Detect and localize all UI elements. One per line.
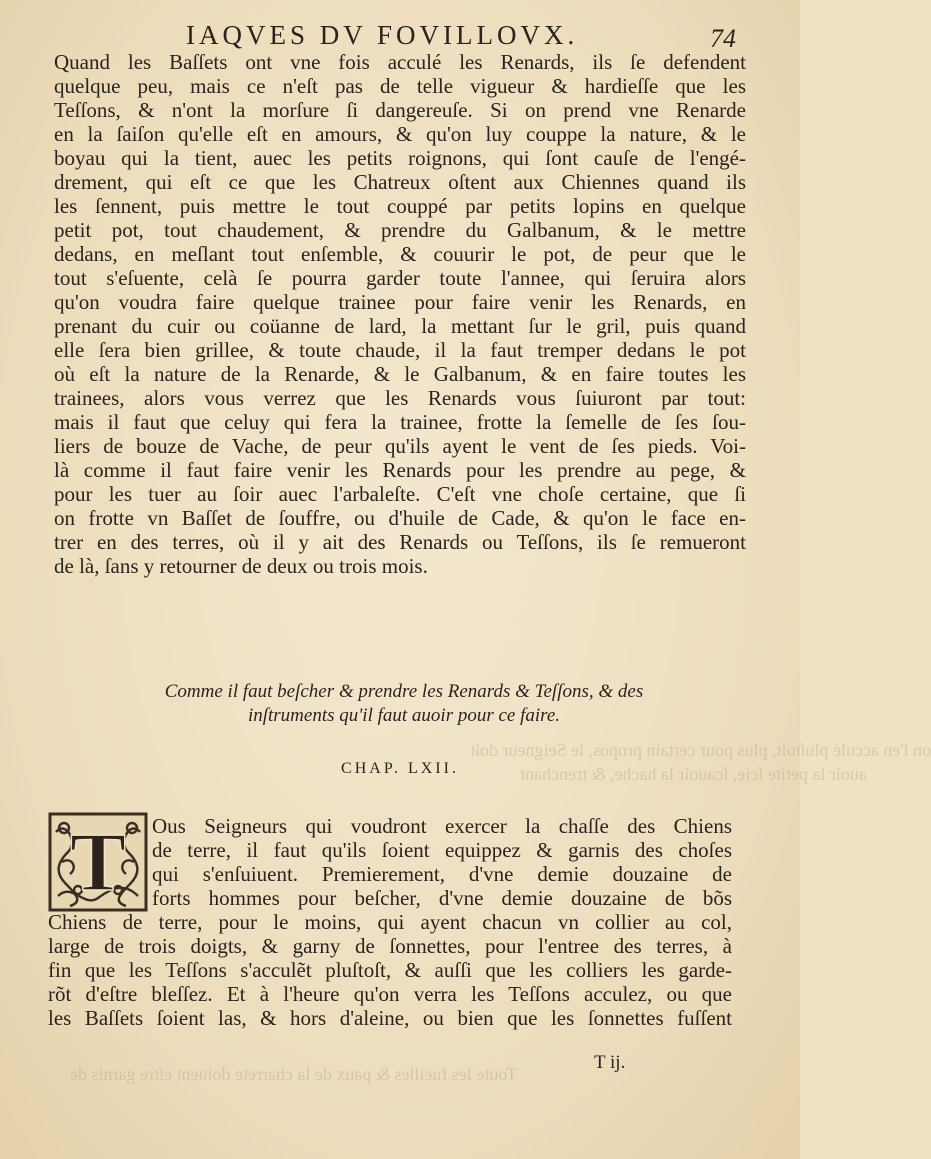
section-heading-line-1: Comme il faut beſcher & prendre les Renards & Teſſons, & des (164, 681, 644, 702)
chapter-number: CHAP. LXII. (341, 760, 459, 777)
text-line: Teſſons, & n'ont la morſure ſi dangereuſe. Si on prend vne Renarde (54, 98, 746, 122)
dropcap-letter: T (69, 816, 127, 909)
show-through-text-2: auoir la petite ſcie, ſcauoir la hache, & trenchant (520, 764, 867, 784)
text-line: en la ſaiſon qu'elle eſt en amours, & qu'on luy couppe la nature, & le (54, 122, 746, 146)
text-line: dedans, en meſlant tout enſemble, & couurir le pot, de peur que le (54, 242, 746, 266)
running-head (0, 20, 800, 54)
body-paragraph (54, 50, 746, 578)
text-line: de là, ſans y retourner de deux ou trois mois. (54, 554, 428, 578)
show-through-text: on l'en acculé pluſtoſt, plus pour certain propos, le Seigneur doit (470, 740, 931, 760)
chapter-paragraph (48, 814, 732, 1030)
text-line: les Baſſets ſoient las, & hors d'aleine, ou bien que les ſonnettes fuſſent (48, 1006, 732, 1030)
text-line: liers de bouze de Vache, de peur qu'ils ayent le vent de ſes pieds. Voi- (54, 434, 746, 458)
text-line: qu'on voudra faire quelque trainee pour faire venir les Renards, en (54, 290, 746, 314)
text-line: tout s'eſuente, celà ſe pourra garder toute l'annee, qui ſeruira alors (54, 266, 746, 290)
section-heading-line-2: inſtruments qu'il faut auoir pour ce faire. (247, 705, 561, 726)
show-through-text-3: Toute les fueilles & paux de la charrete doiuent eſtre garnis de (70, 1064, 518, 1084)
text-line: elle ſera bien grillee, & toute chaude, il la faut tremper dedans le pot (54, 338, 746, 362)
text-line: fin que les Teſſons s'acculẽt pluſtoſt, & auſſi que les colliers les garde- (48, 958, 732, 982)
text-line: où eſt la nature de la Renarde, & le Galbanum, & en faire toutes les (54, 362, 746, 386)
text-line: Chiens de terre, pour le moins, qui ayent chacun vn collier au col, (48, 910, 732, 934)
text-line: on frotte vn Baſſet de ſouffre, ou d'huile de Cade, & qu'on le face en- (54, 506, 746, 530)
text-line: prenant du cuir ou coüanne de lard, la mettant ſur le gril, puis quand (54, 314, 746, 338)
text-line: qui s'enſuiuent. Premierement, d'vne demie douzaine de (152, 862, 732, 886)
text-line: les ſennent, puis mettre le tout couppé par petits lopins en quelque (54, 194, 746, 218)
section-heading (94, 680, 714, 728)
text-line: rõt d'eſtre bleſſez. Et à l'heure qu'on verra les Teſſons acculez, ou que (48, 982, 732, 1006)
text-line: drement, qui eſt ce que les Chatreux oſtent aux Chiennes quand ils (54, 170, 746, 194)
signature-mark: T ij. (594, 1052, 626, 1073)
text-line: quelque peu, mais ce n'eſt pas de telle vigueur & hardieſſe que les (54, 74, 746, 98)
text-line: forts hommes pour beſcher, d'vne demie douzaine de bõs (152, 886, 732, 910)
text-line: pour les tuer au ſoir auec l'arbaleſte. C'eſt vne choſe certaine, que ſi (54, 482, 746, 506)
running-head-title: IAQVES DV FOVILLOVX. (186, 20, 579, 50)
text-line: là comme il faut faire venir les Renards pour les prendre au pege, & (54, 458, 746, 482)
text-line: trer en des terres, où il y ait des Renards ou Teſſons, ils ſe remueront (54, 530, 746, 554)
text-line: petit pot, tout chaudement, & prendre du Galbanum, & le mettre (54, 218, 746, 242)
text-line: trainees, alors vous verrez que les Renards vous ſuiuront par tout: (54, 386, 746, 410)
text-line: boyau qui la tient, auec les petits roignons, qui ſont cauſe de l'engé- (54, 146, 746, 170)
text-line: Ous Seigneurs qui voudront exercer la chaſſe des Chiens (152, 814, 732, 838)
text-line: large de trois doigts, & garny de ſonnettes, pour l'entree des terres, à (48, 934, 732, 958)
text-line: de terre, il faut qu'ils ſoient equippez & garnis des choſes (152, 838, 732, 862)
text-line: Quand les Baſſets ont vne fois acculé les Renards, ils ſe defendent (54, 50, 746, 74)
text-line: mais il faut que celuy qui fera la trainee, frotte la ſemelle de ſes ſou- (54, 410, 746, 434)
page-number: 74 (710, 24, 736, 53)
